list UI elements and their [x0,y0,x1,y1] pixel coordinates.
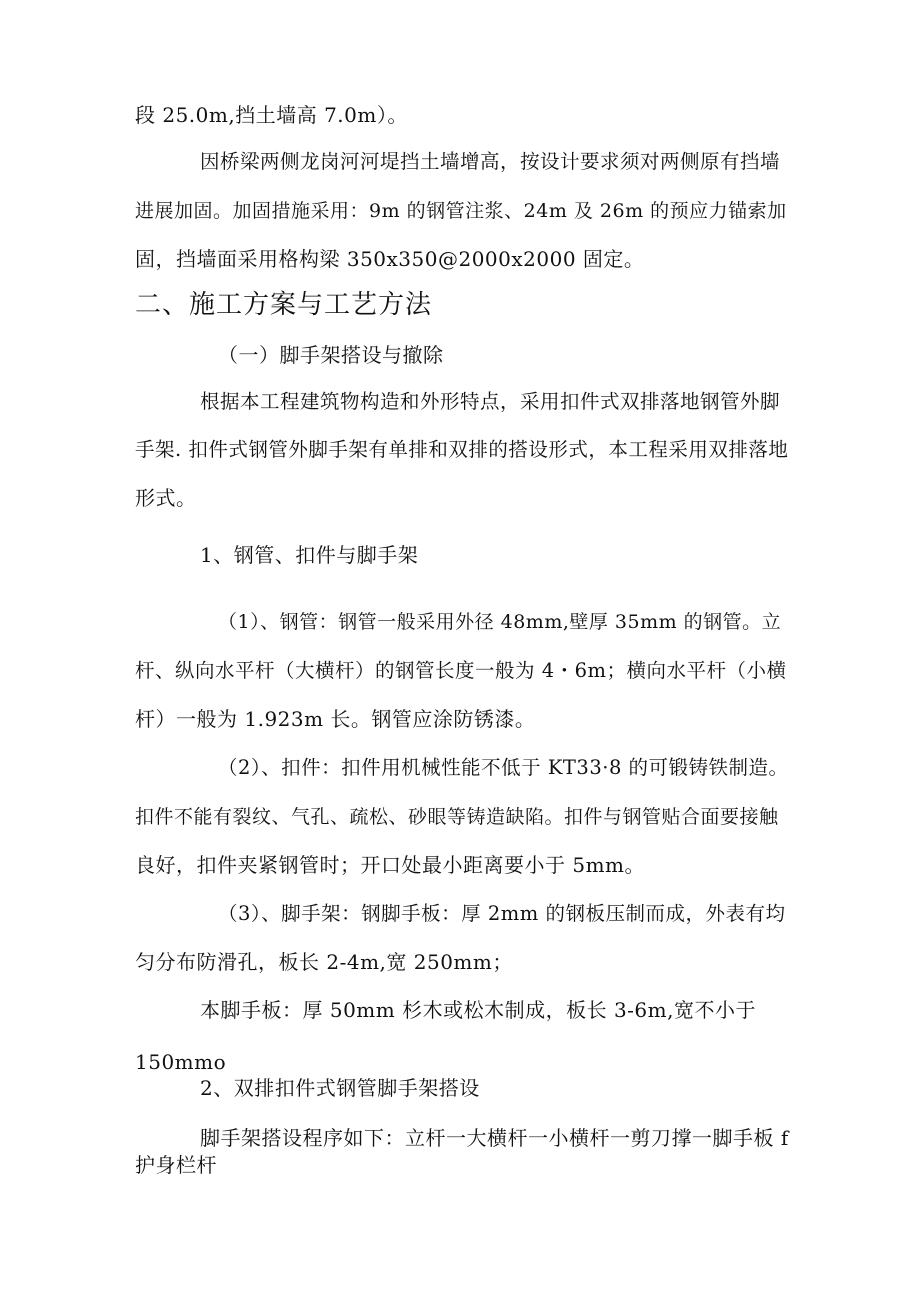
text-line: 护身栏杆 [135,1153,217,1177]
text-line: 形式。 [135,486,197,510]
text-line: 扣件不能有裂纹、气孔、疏松、砂眼等铸造缺陷。扣件与钢管贴合面要接触 [135,806,779,828]
text-line: 150mmo [135,1050,227,1074]
text-line: 良好，扣件夹紧钢管时；开口处最小距离要小于 5mm。 [135,853,646,877]
subsection-heading: （一）脚手架搭设与撤除 [218,343,444,367]
text-line: （3）、脚手架：钢脚手板：厚 2mm 的钢板压制而成，外表有均 [218,902,786,925]
text-line: 匀分布防滑孔，板长 2-4m,宽 250mm； [135,950,513,974]
text-line: 手架. 扣件式钢管外脚手架有单排和双排的搭设形式，本工程采用双排落地 [135,438,789,461]
text-line: （1）、钢管：钢管一般采用外径 48mm,壁厚 35mm 的钢管。立 [218,611,782,633]
text-line: （2）、扣件：扣件用机械性能不低于 KT33·8 的可锻铸铁制造。 [218,756,789,779]
subsection-heading: 2、双排扣件式钢管脚手架搭设 [200,1076,480,1100]
text-line: 进展加固。加固措施采用：9m 的钢管注浆、24m 及 26m 的预应力锚索加 [135,200,787,222]
text-line: 脚手架搭设程序如下：立杆一大横杆一小横杆一剪刀撑一脚手板 f [200,1126,789,1150]
text-line: 段 25.0m,挡土墙高 7.0m）。 [135,103,408,127]
text-line: 杆）一般为 1.923m 长。钢管应涂防锈漆。 [135,707,536,731]
text-line: 根据本工程建筑物构造和外形特点，采用扣件式双排落地钢管外脚 [200,390,781,413]
text-line: 因桥梁两侧龙岗河河堤挡土墙增高，按设计要求须对两侧原有挡墙 [200,150,781,173]
text-line: 本脚手板：厚 50mm 杉木或松木制成，板长 3-6m,宽不小于 [200,998,756,1022]
text-line: 杆、纵向水平杆（大横杆）的钢管长度一般为 4・6m；横向水平杆（小横 [135,659,787,682]
section-heading: 二、施工方案与工艺方法 [135,290,433,320]
subsection-heading: 1、钢管、扣件与脚手架 [200,543,419,567]
text-line: 固，挡墙面采用格构梁 350x350@2000x2000 固定。 [135,247,645,271]
